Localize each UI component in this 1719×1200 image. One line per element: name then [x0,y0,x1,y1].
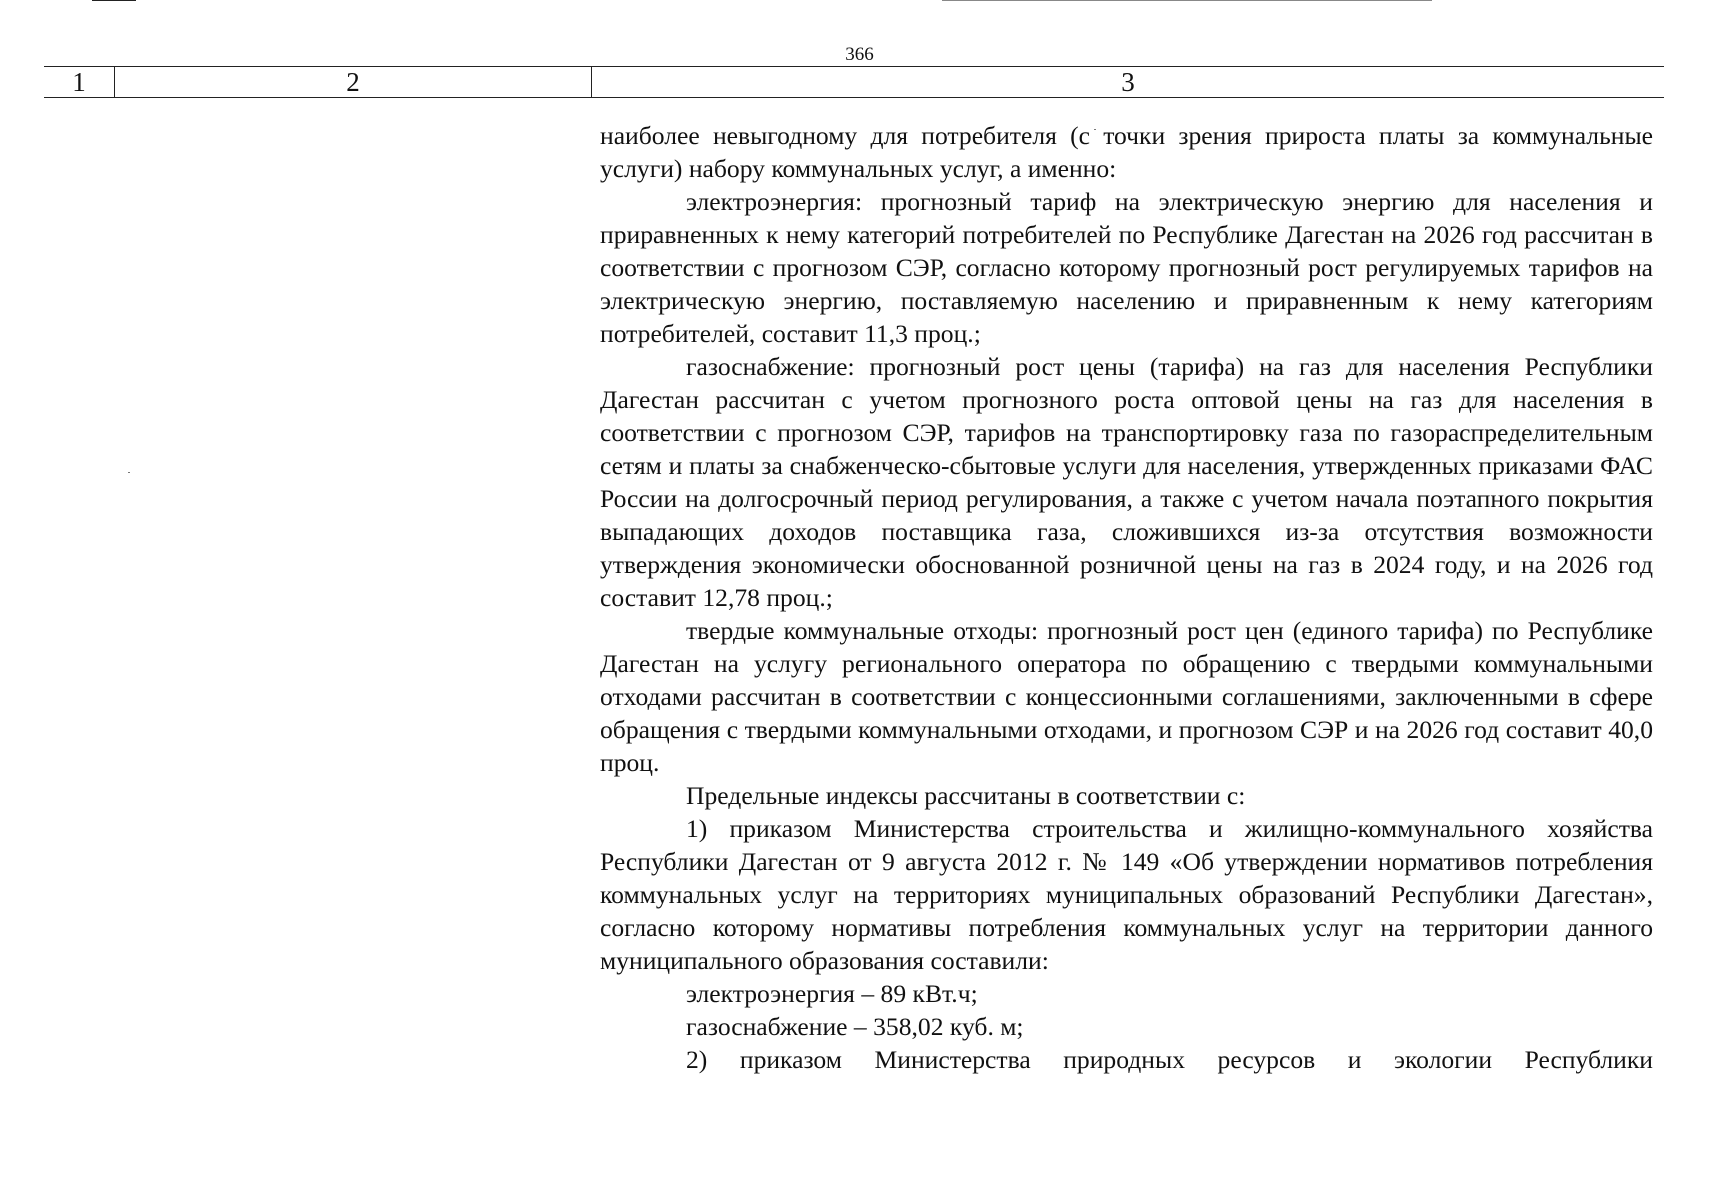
norm-item: газоснабжение – 358,02 куб. м; [686,1012,1024,1041]
column-3-label: 3 [1121,67,1135,97]
paragraph: 2) приказом Министерства природных ресурсов и экологии Республики [686,1045,1653,1074]
column-2-label: 2 [346,67,360,97]
paragraph: газоснабжение: прогнозный рост цены (тарифа) на газ для населения Республики Дагестан рассчитан с учетом прогнозного роста оптовой цены на газ для населения в соответствии с прогнозом СЭР, тарифов на транспортировку газа по газораспределительным сетям и платы за снабженческо-сбытовые услуги для населения, утвержденных приказами ФАС России на долгосрочный период регулирования, а также с учетом начала поэтапного покрытия выпадающих доходов поставщика газа, сложившихся из-за отсутствия возможности утверждения экономически обоснованной розничной цены на газ в 2024 году, и на 2026 год составит 12,78 проц.; [600,352,1653,612]
paragraph: 1) приказом Министерства строительства и жилищно-коммунального хозяйства Республики Дагестан от 9 августа 2012 г. № 149 «Об утверждении нормативов потребления коммунальных услуг на территориях муниципальных образований Республики Дагестан», согласно которому нормативы потребления коммунальных услуг на территории данного муниципального образования составили: [600,814,1653,975]
paragraph: электроэнергия: прогнозный тариф на электрическую энергию для населения и приравненных к нему категорий потребителей по Республике Дагестан на 2026 год рассчитан в соответствии с прогнозом СЭР, согласно которому прогнозный рост регулируемых тарифов на электрическую энергию, поставляемую населению и приравненным к нему категориям потребителей, составит 11,3 проц.; [600,187,1653,348]
norm-item: электроэнергия – 89 кВт.ч; [686,979,978,1008]
column-1-label: 1 [72,67,86,97]
scan-edge-line-right [942,0,1432,1]
column-number-header [44,66,1664,98]
document-body [600,119,1653,1076]
page-number: 366 [845,44,874,65]
paragraph: наиболее невыгодному для потребителя (с точки зрения прироста платы за коммунальные услуги) набору коммунальных услуг, а именно: [600,121,1653,183]
paragraph: Предельные индексы рассчитаны в соответствии с: [686,781,1246,810]
scan-edge-line-left [92,0,136,1]
scan-speck [128,472,130,473]
paragraph: твердые коммунальные отходы: прогнозный рост цен (единого тарифа) по Республике Дагестан на услугу регионального оператора по обращению с твердыми коммунальными отходами рассчитан в соответствии с концессионными соглашениями, заключенными в сфере обращения с твердыми коммунальными отходами, и прогнозом СЭР и на 2026 год составит 40,0 проц. [600,616,1653,777]
